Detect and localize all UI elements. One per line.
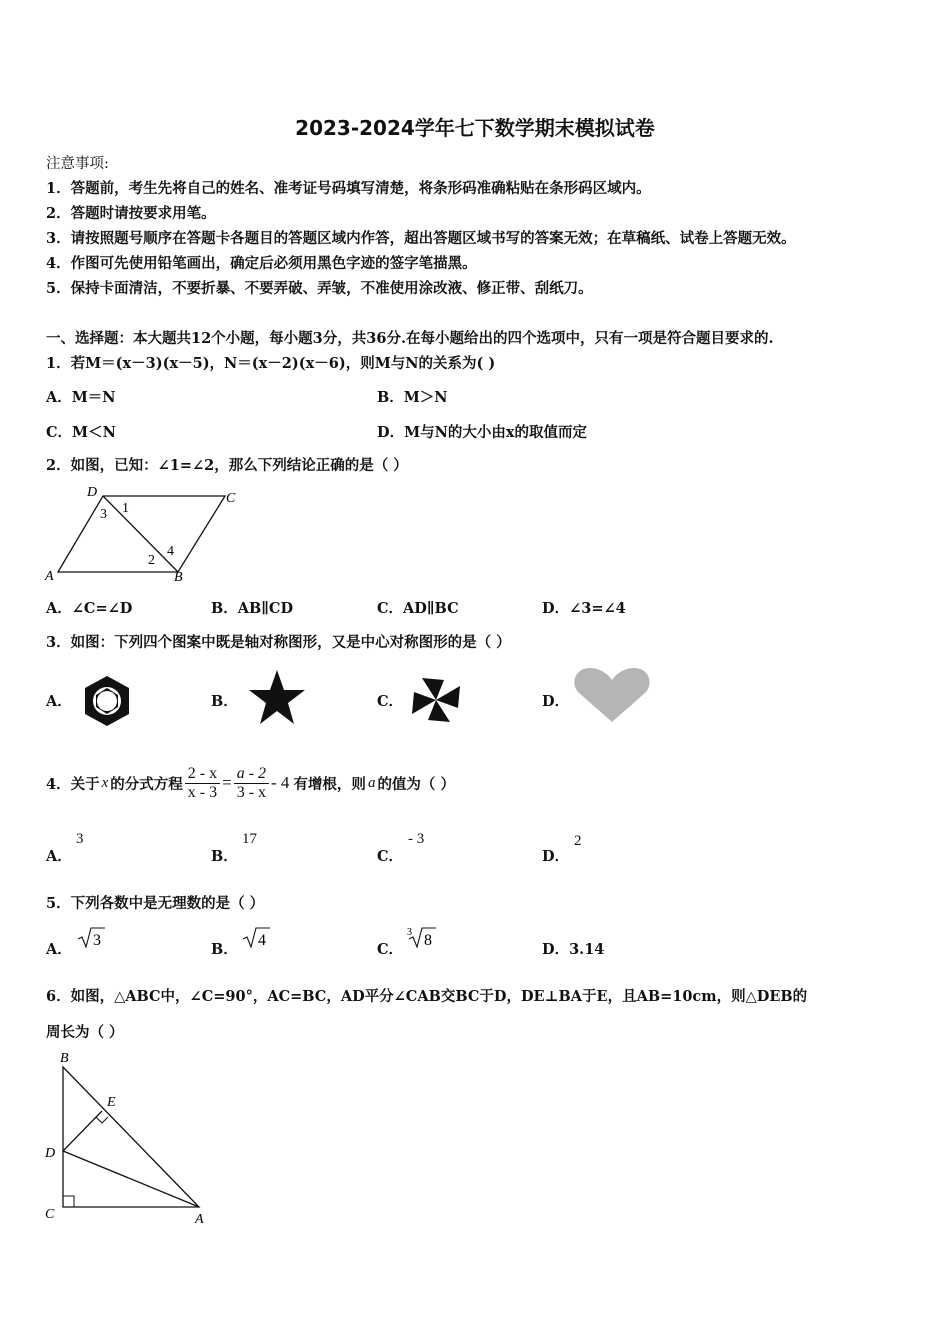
q2-option-c: C．AD∥BC (377, 600, 459, 617)
q1-option-a: A．M＝N (46, 389, 116, 406)
q5-option-d: D．3.14 (542, 941, 605, 958)
q2-stem: 2．如图，已知：∠1=∠2，那么下列结论正确的是（ ） (46, 457, 408, 474)
notice-item: 5．保持卡面清洁，不要折暴、不要弄破、弄皱，不准使用涂改液、修正带、刮纸刀。 (46, 280, 593, 297)
label-c: C (45, 1207, 55, 1222)
label-b: B (174, 570, 183, 585)
cube-root-8-expression (405, 923, 437, 951)
angle-label-2: 2 (148, 553, 155, 568)
q4-option-d-value: 2 (574, 833, 582, 849)
label-a: A (45, 569, 54, 584)
q2-option-a: A．∠C=∠D (46, 600, 133, 617)
pinwheel-icon (408, 674, 464, 726)
notice-item: 1．答题前，考生先将自己的姓名、准考证号码填写清楚，将条形码准确粘贴在条形码区域内。 (46, 180, 651, 197)
angle-label-3: 3 (100, 507, 107, 522)
label-d: D (87, 485, 98, 500)
label-a: A (195, 1212, 204, 1227)
notice-heading: 注意事项: (46, 156, 109, 172)
q2-parallelogram-figure (40, 480, 250, 585)
sqrt-3-expression (76, 925, 106, 951)
q6-triangle-figure (40, 1045, 220, 1230)
q4-option-a-value: 3 (76, 831, 84, 847)
section-heading: 一、选择题：本大题共12个小题，每小题3分，共36分.在每小题给出的四个选项中，只有一项是符合题目要求的. (46, 330, 774, 347)
q2-option-d: D．∠3=∠4 (542, 600, 626, 617)
hexagon-pattern-icon (78, 672, 136, 730)
q4-stem: 4．关于 x 的分式方程 $\frac{2 - x}{x - 3}$ = $\frac{a - 2}{3 - x}$ - 4 有增根，则 a 的值为（ ） (46, 764, 455, 801)
five-point-star-icon (246, 668, 308, 726)
svg-text:4: 4 (258, 932, 266, 949)
q3-option-c: C． (377, 693, 404, 710)
q4-option-a: A． (46, 848, 72, 865)
q3-option-d: D． (542, 693, 570, 710)
q3-option-b: B． (211, 693, 238, 710)
q4-option-b-value: 17 (242, 831, 257, 847)
label-c: C (226, 491, 236, 506)
svg-text:3: 3 (407, 927, 412, 938)
q5-option-c: C． (377, 941, 404, 958)
q4-fraction-right: $\frac{a - 2}{3 - x}$ (234, 765, 269, 802)
q3-option-a: A． (46, 693, 72, 710)
q2-option-b: B．AB∥CD (211, 600, 294, 617)
svg-text:8: 8 (424, 932, 432, 949)
q4-option-c: C． (377, 848, 404, 865)
sqrt-4-expression (241, 925, 271, 951)
notice-item: 3．请按照题号顺序在答题卡各题目的答题区域内作答，超出答题区域书写的答案无效；在草稿纸、试卷上答题无效。 (46, 230, 796, 247)
q4-option-c-value: - 3 (408, 831, 425, 847)
angle-label-4: 4 (167, 544, 174, 559)
label-d: D (45, 1146, 56, 1161)
heart-shape-icon (572, 666, 652, 724)
q1-option-b: B．M＞N (377, 389, 448, 406)
notice-item: 4．作图可先使用铅笔画出，确定后必须用黑色字迹的签字笔描黑。 (46, 255, 477, 272)
q4-option-d: D． (542, 848, 570, 865)
page-title: 2023-2024学年七下数学期末模拟试卷 (295, 116, 655, 140)
q1-stem: 1．若M＝(x－3)(x－5)，N＝(x－2)(x－6)，则M与N的关系为( ) (46, 355, 496, 372)
q1-option-c: C．M＜N (46, 424, 116, 441)
angle-label-1: 1 (122, 501, 129, 516)
q5-stem: 5．下列各数中是无理数的是（ ） (46, 895, 265, 912)
q3-stem: 3．如图：下列四个图案中既是轴对称图形，又是中心对称图形的是（ ） (46, 634, 511, 651)
q4-fraction-left: $\frac{2 - x}{x - 3}$ (185, 765, 220, 802)
q1-option-d: D．M与N的大小由x的取值而定 (377, 424, 588, 441)
label-e: E (107, 1095, 116, 1110)
q6-stem-line2: 周长为（ ） (46, 1024, 124, 1041)
label-b: B (60, 1051, 69, 1066)
q4-option-b: B． (211, 848, 238, 865)
svg-text:3: 3 (93, 932, 101, 949)
q6-stem-line1: 6．如图，△ABC中，∠C=90°，AC=BC，AD平分∠CAB交BC于D，DE⊥BA于E，且AB=10cm，则△DEB的 (46, 988, 808, 1005)
q5-option-b: B． (211, 941, 238, 958)
notice-item: 2．答题时请按要求用笔。 (46, 205, 216, 222)
q5-option-a: A． (46, 941, 72, 958)
